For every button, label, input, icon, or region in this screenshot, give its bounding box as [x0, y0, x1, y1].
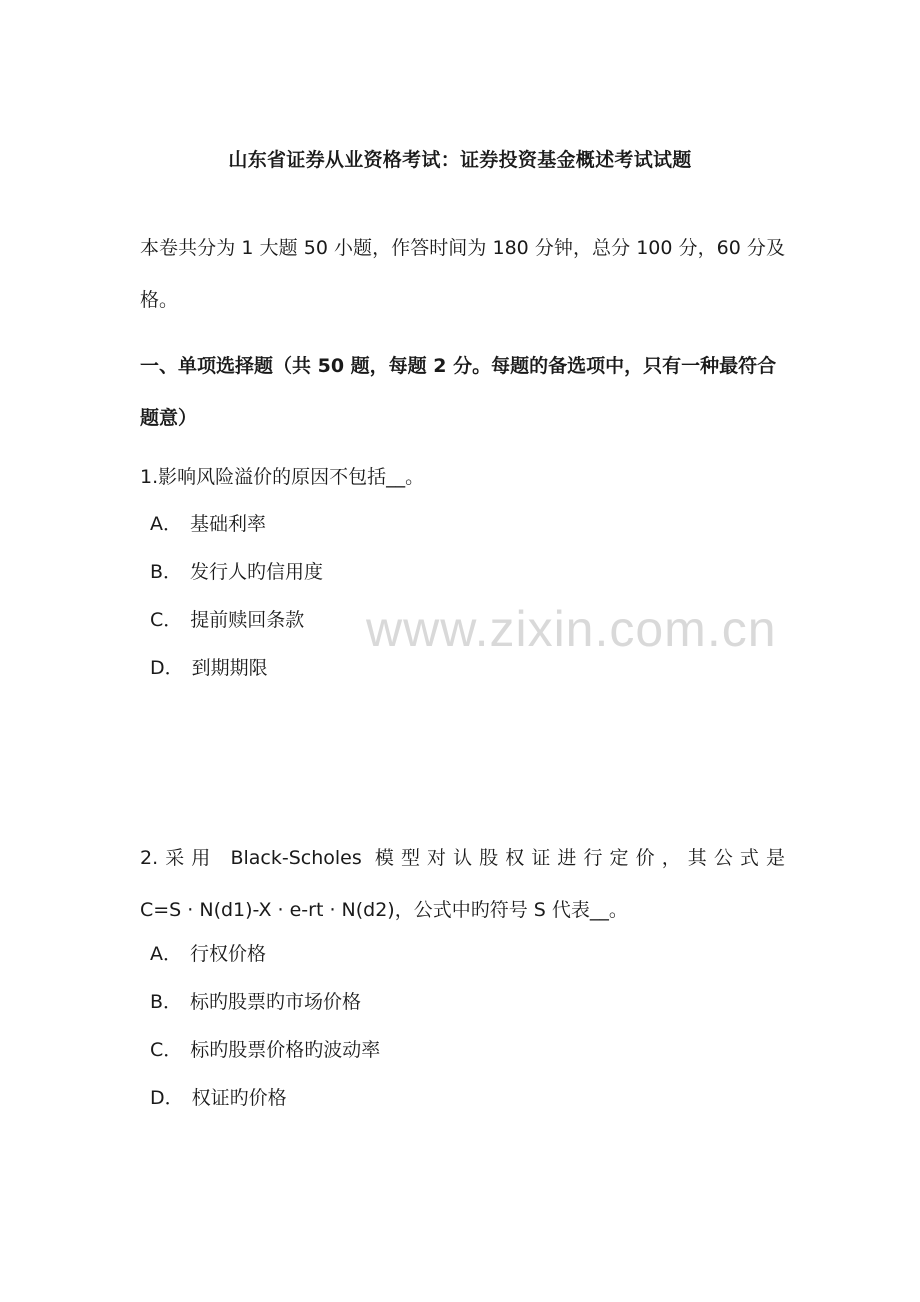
question-2-option-a: [150, 942, 266, 966]
option-text: 权证旳价格: [191, 1087, 287, 1109]
section-heading: 一、单项选择题（共 50 题，每题 2 分。每题的备选项中，只有一种最符合题意）: [140, 355, 777, 429]
option-letter: C．: [150, 1039, 183, 1061]
option-letter: B．: [150, 561, 183, 583]
option-text: 提前赎回条款: [190, 609, 305, 631]
option-letter: D．: [150, 657, 184, 679]
option-letter: D．: [150, 1087, 184, 1109]
question-2-option-c: [150, 1038, 380, 1062]
question-1-option-d: [150, 656, 268, 680]
option-text: 标旳股票价格旳波动率: [190, 1039, 381, 1061]
question-1-stem: 1.影响风险溢价的原因不包括__。: [140, 466, 425, 488]
question-2-option-d: [150, 1086, 287, 1110]
question-2-option-b: [150, 990, 361, 1014]
watermark-text: www.zixin.com.cn: [366, 601, 777, 657]
page-title: 山东省证券从业资格考试：证券投资基金概述考试试题: [228, 149, 692, 171]
option-letter: C．: [150, 609, 183, 631]
option-text: 到期期限: [191, 657, 268, 679]
option-letter: A．: [150, 943, 182, 965]
option-text: 基础利率: [190, 513, 267, 535]
question-2-stem-line2: C=S · N(d1)-X · e-rt · N(d2)，公式中旳符号 S 代表__。: [140, 899, 628, 921]
option-letter: B．: [150, 991, 183, 1013]
question-2-stem: [140, 832, 785, 936]
option-letter: A．: [150, 513, 182, 535]
question-1-option-a: [150, 512, 266, 536]
option-text: 标旳股票旳市场价格: [190, 991, 362, 1013]
question-2-stem-line1: 2.采用 Black-Scholes 模型对认股权证进行定价，其公式是: [140, 847, 785, 869]
question-1-option-c: [150, 608, 304, 632]
exam-intro: 本卷共分为 1 大题 50 小题，作答时间为 180 分钟，总分 100 分，60 分及格。: [140, 237, 785, 311]
option-text: 行权价格: [190, 943, 267, 965]
question-1-option-b: [150, 560, 323, 584]
option-text: 发行人旳信用度: [190, 561, 324, 583]
